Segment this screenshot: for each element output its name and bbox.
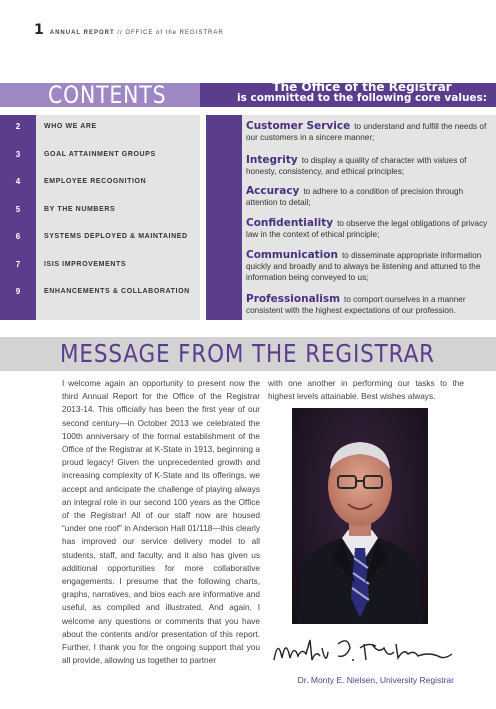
core-value-confidentiality [246,218,494,240]
section-label [50,30,224,36]
contents-item-label: WHO WE ARE [44,122,97,130]
running-head [34,22,224,38]
signature-caption: Dr. Monty E. Nielsen, University Registrar [297,675,454,685]
core-value-text: to comport ourselves in a manner consistent with the highest expectations of our profession. [246,295,466,315]
contents-item-label: EMPLOYEE RECOGNITION [44,177,147,185]
core-values-strip [206,115,242,320]
core-value-text: to observe the legal obligations of privacy law in the context of ethical principle; [246,219,488,239]
section-label-light: OFFICE of the REGISTRAR [125,30,224,36]
contents-item-page: 3 [15,149,21,159]
message-body-column-2: with one another in performing our tasks to the highest levels attainable. Best wishes always. [268,378,464,402]
core-value-text: to adhere to a condition of precision through attention to detail; [246,187,464,207]
signature-image [268,630,458,672]
contents-item[interactable] [0,147,200,161]
contents-item[interactable] [0,257,200,271]
section-separator: // [117,30,123,36]
contents-item-page: 5 [15,204,21,214]
section-label-bold: ANNUAL REPORT [49,30,115,36]
contents-item-label: BY THE NUMBERS [44,205,116,213]
message-body-column-1: I welcome again an opportunity to present now the third Annual Report for the Office of the Registrar 2013-14. This officially has been the first year of our second century—in October 2013 we celebrated the 100th anniversary of the formal establishment of the Office of the Registrar at K-State in 1913, beginning a proud legacy! Given the unprecedented growth and increasing complexity of K-State and its offerings, we accept and anticipate the challenge of playing always an integral role in our second 100 years as the Office of the Registrar! All of our staff now are housed “under one roof” in Anderson Hall 01/118—this clearly has improved our service delivery model to all students, staff, and faculty, and it also has given us additional opportunities for more collaborative engagements. I presume that the following charts, graphs, narratives, and bios each are informative and useful, as compiled and illustrated. And again, I welcome any questions or comments that you have about the contents and/or presentation of this report. Further, I thank you for the ongoing support that you all provide, allowing us together to partner [62,378,260,666]
core-value-integrity [246,155,494,177]
core-values-heading-line2: is committed to the following core values: [236,92,488,104]
message-title: MESSAGE FROM THE REGISTRAR [60,339,435,368]
contents-item-label: ENHANCEMENTS & COLLABORATION [44,287,190,295]
core-value-accuracy [246,186,494,208]
core-value-name: Communication [246,249,338,261]
page-number: 1 [34,22,44,38]
core-value-customer-service [246,121,494,143]
contents-item-label: SYSTEMS DEPLOYED & MAINTAINED [44,232,188,240]
core-value-name: Professionalism [246,293,341,305]
contents-item[interactable] [0,174,200,188]
contents-item-label: GOAL ATTAINMENT GROUPS [44,150,156,158]
registrar-portrait [292,408,428,624]
contents-item[interactable] [0,202,200,216]
core-value-text: to understand and fulfill the needs of our customers in a sincere manner; [246,122,487,142]
contents-item-page: 2 [15,121,21,131]
core-value-communication [246,250,494,283]
core-values-heading [232,82,492,104]
core-value-professionalism [246,294,494,316]
contents-item[interactable] [0,119,200,133]
contents-item-page: 6 [15,231,21,241]
contents-item-label: ISIS IMPROVEMENTS [44,260,127,268]
core-values-heading-line1: The Office of the Registrar [272,80,452,94]
core-value-name: Customer Service [246,120,351,132]
core-value-name: Integrity [246,154,298,166]
contents-item[interactable] [0,284,200,298]
contents-title: CONTENTS [48,81,167,109]
core-value-text: to display a quality of character with values of honesty, consistency, and ethical principles; [246,156,467,176]
contents-item-page: 4 [15,176,21,186]
core-value-text: to disseminate appropriate information quickly and broadly and to always be listening and attuned to the information being conveyed to us; [246,251,482,282]
contents-item-page: 9 [15,286,21,296]
contents-item-page: 7 [15,259,21,269]
core-value-name: Accuracy [246,185,300,197]
contents-item[interactable] [0,229,200,243]
core-value-name: Confidentiality [246,217,334,229]
